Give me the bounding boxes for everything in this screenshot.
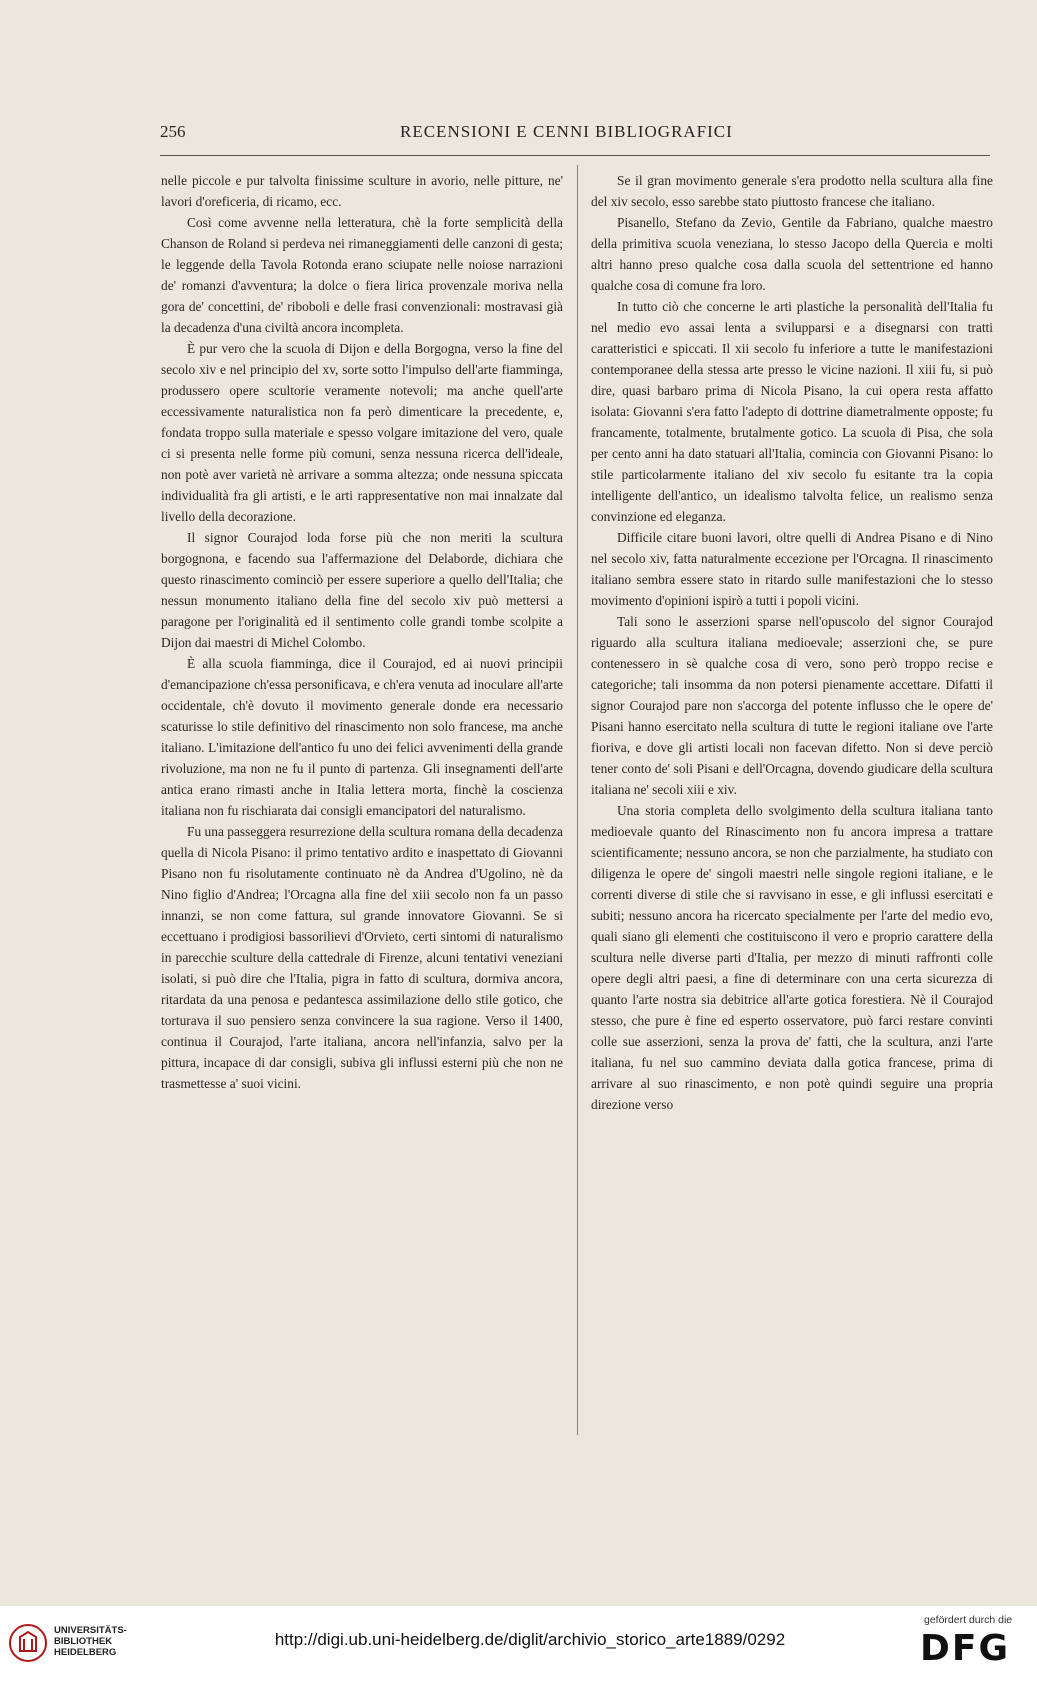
paragraph: In tutto ciò che concerne le arti plastiche la personalità dell'Italia fu nel medio evo assai lenta a svilupparsi e a disegnarsi con tratti caratteristici e spiccati. Il xii secolo fu inferiore a tutte le manifestazioni contemporanee della stessa arte presso le vicine nazioni. Il xiii fu, si può dire, quasi barbaro prima di Nicola Pisano, la cui opera resta affatto isolata: Giovanni s'era fatto l'adepto di dottrine diametralmente opposte; fu francamente, totalmente, brutalmente gotico. La scuola di Pisa, che sola per cento anni ha dato statuari all'Italia, comincia con Giovanni Pisano: lo stile particolarmente italiano del xiv secolo fu esitante tra la copia intelligente dell'antico, un idealismo talvolta felice, un realismo senza convinzione ed eleganza. xyxy=(591,299,993,524)
dfg-logo[interactable] xyxy=(920,1614,1030,1676)
paragraph: È alla scuola fiamminga, dice il Courajod, ed ai nuovi principii d'emancipazione ch'essa personificava, e ch'era venuta ad inoculare all'arte occidentale, ch'è dovuto il movimento generale donde era necessario scaturisse lo stile definitivo del rinascimento non solo francese, ma anche italiano. L'imitazione dell'antico fu uno dei felici avvenimenti della grande rivoluzione, ma non ne fu il punto di partenza. Gli insegnamenti dell'arte antica erano rimasti anche in Italia lettera morta, finchè la coscienza italiana non fu rischiarata dai consigli emancipatori del naturalismo. xyxy=(161,656,563,818)
page-number: 256 xyxy=(160,122,186,141)
paragraph: Così come avvenne nella letteratura, chè la forte semplicità della Chanson de Roland si perdeva nei rimaneggiamenti delle canzoni di gesta; le leggende della Tavola Rotonda erano sciupate nelle noiose narrazioni de' romanzi d'avventura; la dolce o fiera lirica provenzale moriva nella gora de' concettini, de' riboboli e delle frasi convenzionali: mostravasi già la decadenza d'una civiltà ancora incompleta. xyxy=(161,215,563,335)
paragraph: Pisanello, Stefano da Zevio, Gentile da Fabriano, qualche maestro della primitiva scuola veneziana, lo stesso Jacopo della Quercia e molti altri hanno preso qualche cosa dalla scuola del settentrione ed hanno qualche cosa di comune fra loro. xyxy=(591,215,993,293)
paragraph: Il signor Courajod loda forse più che non meriti la scultura borgognona, e facendo sua l'affermazione del Delaborde, dichiara che questo rinascimento cominciò per essere superiore a quello dell'Italia; che nessun monumento italiano della fine del secolo xiv può mettersi a paragone per l'originalità ed il sentimento colle grandi tombe scolpite a Dijon dai maestri di Michel Colombo. xyxy=(161,530,563,650)
paragraph: Se il gran movimento generale s'era prodotto nella scultura alla fine del xiv secolo, esso sarebbe stato piuttosto francese che italiano. xyxy=(591,173,993,209)
running-title: RECENSIONI E CENNI BIBLIOGRAFICI xyxy=(400,122,733,141)
library-name-line: BIBLIOTHEK xyxy=(54,1636,113,1647)
library-name-line: HEIDELBERG xyxy=(54,1647,117,1658)
library-emblem-icon xyxy=(8,1623,48,1663)
paragraph: Tali sono le asserzioni sparse nell'opuscolo del signor Courajod riguardo alla scultura italiana medioevale; asserzioni che, se pure contenessero in sè qualche cosa di vero, sono però troppo recise e categoriche; tali insomma da non potersi pienamente accettare. Difatti il signor Courajod pare non s'accorga del potente influsso che le opere de' Pisani hanno esercitato nella scultura di tutte le regioni italiane ove l'arte fioriva, e dove gli artisti locali non facevan difetto. Non si deve perciò tener conto de' soli Pisani e dell'Orcagna, dovendo giudicare della scultura italiana ne' secoli xiii e xiv. xyxy=(591,614,993,797)
library-name-line: UNIVERSITÄTS- xyxy=(54,1625,127,1636)
paragraph: nelle piccole e pur talvolta finissime sculture in avorio, nelle pitture, ne' lavori d'oreficeria, di ricamo, ecc. xyxy=(161,173,563,209)
header-rule xyxy=(160,155,990,156)
right-column xyxy=(591,170,993,1115)
left-column xyxy=(161,170,563,1094)
library-name xyxy=(54,1625,127,1658)
paragraph: Difficile citare buoni lavori, oltre quelli di Andrea Pisano e di Nino nel secolo xiv, fatta naturalmente eccezione per l'Orcagna. Il rinascimento italiano sembra essere stato in ritardo sulle manifestazioni che lo stesso movimento d'opinioni ispirò a tutti i popoli vicini. xyxy=(591,530,993,608)
column-divider xyxy=(577,165,578,1435)
paragraph: È pur vero che la scuola di Dijon e della Borgogna, verso la fine del secolo xiv e nel principio del xv, sorte sotto l'impulso dell'arte fiamminga, produssero opere scultorie veramente notevoli; ma anche quell'arte eccessivamente naturalistica non fa però dimenticare la precedente, e, fondata troppo sulla materiale e spesso volgare imitazione del vero, quale ci si presenta nelle forme più comuni, senza nessuna ricerca dell'ideale, non potè aver varietà nè arrivare a somma altezza; onde nessuna spiccata individualità fra gli artisti, e le arti rappresentative non mai innalzate dal livello della decorazione. xyxy=(161,341,563,524)
paragraph: Fu una passeggera resurrezione della scultura romana della decadenza quella di Nicola Pisano: il primo tentativo ardito e inaspettato di Giovanni Pisano non fu risolutamente continuato nè da Andrea d'Ugolino, nè da Nino figlio d'Andrea; l'Orcagna alla fine del xiii secolo non fa un passo innanzi, se non come fattura, sul grande innovatore Giovanni. Se si eccettuano i prodigiosi bassorilievi d'Orvieto, certi sintomi di naturalismo in parecchie sculture della cattedrale di Firenze, alcuni tentativi veneziani isolati, si può dire che l'Italia, pigra in fatto di scultura, dormiva ancora, ritardata da una penosa e pedantesca assimilazione dello stile gotico, che torturava il suo pensiero senza convincere la sua ragione. Verso il 1400, continua il Courajod, l'arte italiana, ancora nell'infanzia, salvo per la pittura, incapace di dar consigli, subiva gli influssi esterni più che non ne trasmettesse a' suoi vicini. xyxy=(161,824,563,1091)
sponsor-caption: gefördert durch die xyxy=(924,1614,1013,1626)
university-library-logo[interactable] xyxy=(8,1623,148,1665)
paragraph: Una storia completa dello svolgimento della scultura italiana tanto medioevale quanto del Rinascimento non fu ancora impresa a trattare scientificamente; nessuno ancora, se non che parzialmente, ha studiato con diligenza le opere de' singoli maestri nelle singole regioni italiane, e le correnti diverse di stile che si ravvisano in esse, e gli influssi esercitati e subiti; nessuno ancora ha ricercato specialmente per l'arte del medio evo, quali siano gli elementi che costituiscono il vero e proprio carattere della scultura nelle diverse parti d'Italia, per mezzo di minuti raffronti colle opere degli altri paesi, a fine di determinare con una certa sicurezza di quanto l'arte nostra sia debitrice all'arte gotica forestiera. Nè il Courajod stesso, che pure è fine ed esperto osservatore, può farci restare convinti colle sue asserzioni, senza la prova de' fatti, che la scultura, anzi l'arte italiana, fu nel suo cammino deviata dalla gotica francese, prima di arrivare al suo rinascimento, e non potè quindi seguire una propria direzione verso xyxy=(591,803,993,1112)
permalink-url[interactable]: http://digi.ub.uni-heidelberg.de/diglit/archivio_storico_arte1889/0292 xyxy=(274,1630,786,1649)
dfg-logo-text: DFG xyxy=(920,1628,1011,1669)
running-header xyxy=(160,122,990,146)
